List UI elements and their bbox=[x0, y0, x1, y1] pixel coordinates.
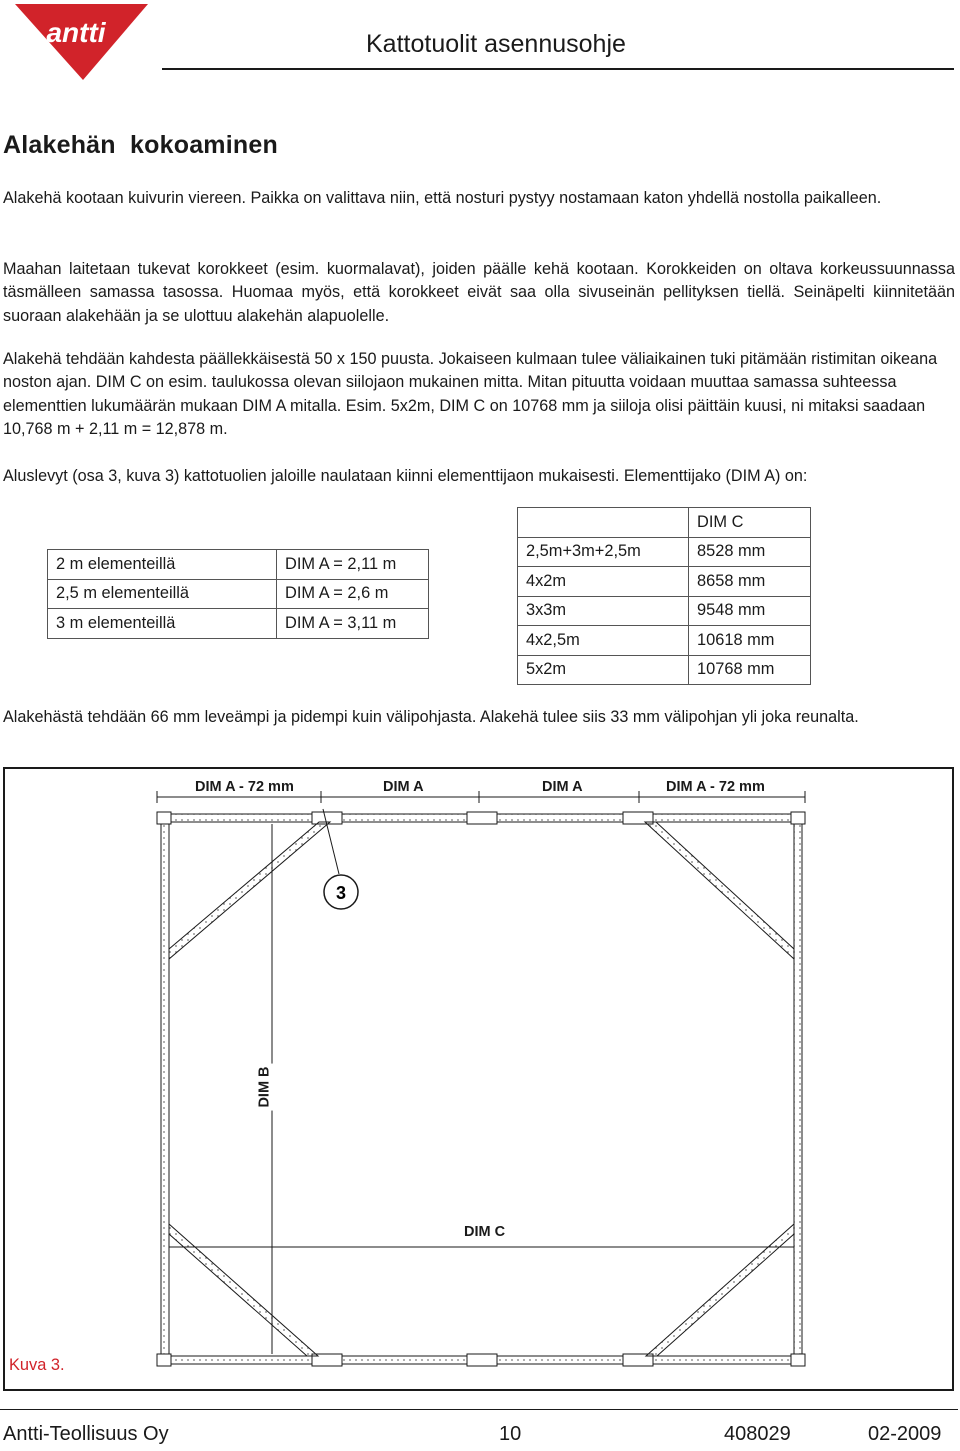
table-row bbox=[48, 550, 429, 580]
document-title: Kattotuolit asennusohje bbox=[366, 30, 626, 58]
dim-c-label: DIM C bbox=[461, 1224, 508, 1240]
footer-doc-number: 408029 bbox=[724, 1423, 791, 1445]
title-divider bbox=[162, 68, 954, 70]
footer-date: 02-2009 bbox=[868, 1423, 942, 1445]
table-cell: 3 m elementeillä bbox=[48, 609, 277, 639]
dim-label-a-2: DIM A bbox=[542, 779, 583, 795]
antti-logo bbox=[0, 0, 150, 82]
footer-page-number: 10 bbox=[499, 1423, 522, 1445]
dim-label-a-1: DIM A bbox=[383, 779, 424, 795]
table-row bbox=[48, 609, 429, 639]
paragraph-base-plates: Aluslevyt (osa 3, kuva 3) kattotuolien jaloille naulataan kiinni elementtijaon mukaisesti. Elementtijako (DIM A) on: bbox=[3, 467, 808, 485]
paragraph-frame: Alakehä tehdään kahdesta päällekkäisestä 50 x 150 puusta. Jokaiseen kulmaan tulee väliaikainen tuki pitämään ristimitan oikeana noston ajan. DIM C on esim. taulukossa olevan siilojaon mukainen mitta. Mitan pituutta voidaan muuttaa samassa suhteessa elementtien lukumäärän mukaan DIM A mitalla. Esim. 5x2m, DIM C on 10768 mm ja siiloja olisi päittäin kuusi, ni mitaksi saadaan 10,768 m + 2,11 m = 12,878 m. bbox=[3, 350, 938, 439]
frame-beams bbox=[157, 814, 805, 1364]
table-cell: 8658 mm bbox=[689, 567, 811, 597]
footer-divider bbox=[0, 1409, 958, 1410]
table-cell: 4x2m bbox=[518, 567, 689, 597]
table-row bbox=[518, 655, 811, 685]
table-cell: 5x2m bbox=[518, 655, 689, 685]
element-dim-a-table bbox=[47, 549, 429, 639]
table-cell: 9548 mm bbox=[689, 596, 811, 626]
table-cell: DIM A = 3,11 m bbox=[277, 609, 429, 639]
part-number-label: 3 bbox=[335, 883, 347, 903]
paragraph-intro: Alakehä kootaan kuivurin viereen. Paikka on valittava niin, että nosturi pystyy nostamaan katon yhdellä nostolla paikalleen. bbox=[3, 189, 882, 207]
table-cell: 4x2,5m bbox=[518, 626, 689, 656]
table-row bbox=[518, 537, 811, 567]
frame-drawing bbox=[5, 769, 952, 1389]
table-header-cell bbox=[518, 508, 689, 538]
table-row bbox=[518, 567, 811, 597]
table-header-cell: DIM C bbox=[689, 508, 811, 538]
table-cell: 8528 mm bbox=[689, 537, 811, 567]
table-cell: 2,5m+3m+2,5m bbox=[518, 537, 689, 567]
frame-diagram bbox=[3, 767, 954, 1391]
paragraph-supports: Maahan laitetaan tukevat korokkeet (esim. kuormalavat), joiden päälle kehä kootaan. Korokkeiden on oltava korkeussuunnassa täsmälleen samassa tasossa. Huomaa myös, että korokkeet eivät saa olla sivuseinän pellityksen tiellä. Seinäpelti kiinnitetään suoraan alakehään ja se ulottuu alakehän alapuolelle. bbox=[3, 260, 955, 325]
table-cell: 10768 mm bbox=[689, 655, 811, 685]
table-cell: 10618 mm bbox=[689, 626, 811, 656]
footer-company: Antti-Teollisuus Oy bbox=[3, 1423, 169, 1445]
dim-label-a72-right: DIM A - 72 mm bbox=[666, 779, 765, 795]
table-row bbox=[518, 596, 811, 626]
table-row bbox=[48, 579, 429, 609]
table-cell: DIM A = 2,6 m bbox=[277, 579, 429, 609]
table-cell: 2 m elementeillä bbox=[48, 550, 277, 580]
dim-label-a72-left: DIM A - 72 mm bbox=[195, 779, 294, 795]
logo-wordmark: antti bbox=[46, 17, 106, 48]
table-cell: DIM A = 2,11 m bbox=[277, 550, 429, 580]
paragraph-oversize: Alakehästä tehdään 66 mm leveämpi ja pidempi kuin välipohjasta. Alakehä tulee siis 33 mm välipohjan yli joka reunalta. bbox=[3, 708, 859, 726]
section-heading: Alakehän kokoaminen bbox=[3, 131, 278, 159]
table-row bbox=[518, 626, 811, 656]
figure-caption: Kuva 3. bbox=[9, 1356, 65, 1374]
table-cell: 3x3m bbox=[518, 596, 689, 626]
silo-dim-c-table bbox=[517, 507, 811, 685]
table-cell: 2,5 m elementeillä bbox=[48, 579, 277, 609]
table-header-row bbox=[518, 508, 811, 538]
base-plates bbox=[157, 812, 805, 1366]
dim-b-label: DIM B bbox=[257, 1063, 273, 1110]
